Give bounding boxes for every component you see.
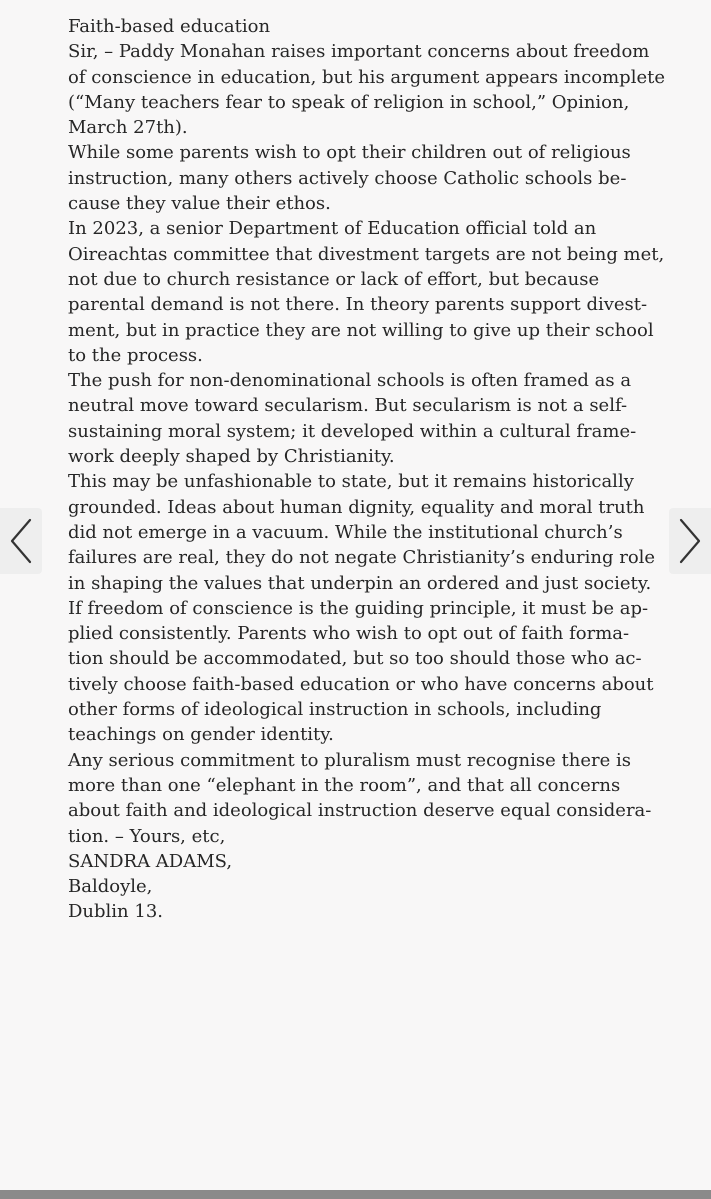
chevron-right-icon [677, 517, 703, 565]
paragraph-3 [68, 216, 668, 368]
text-line: in shaping the values that underpin an ordered and just society. [68, 572, 652, 594]
previous-page-button[interactable] [0, 508, 42, 574]
text-line: not due to church resistance or lack of effort, but because [68, 268, 600, 290]
text-line: work deeply shaped by Christianity. [68, 446, 395, 468]
text-line: (“Many teachers fear to speak of religion in school,” Opinion, [68, 91, 630, 113]
text-line: teachings on gender identity. [68, 724, 334, 746]
text-line: sustaining moral system; it developed within a cultural frame- [68, 420, 637, 442]
text-line: did not emerge in a vacuum. While the institutional church’s [68, 521, 623, 543]
text-line: other forms of ideological instruction in schools, including [68, 699, 602, 721]
paragraph-5 [68, 469, 668, 595]
text-line: to the process. [68, 344, 203, 366]
letter [68, 14, 668, 925]
text-line: Any serious commitment to pluralism must recognise there is [68, 749, 631, 771]
text-line: tively choose faith-based education or who have concerns about [68, 673, 654, 695]
paragraph-6 [68, 596, 668, 748]
signature-place: Baldoyle, [68, 876, 153, 898]
signature-name: SANDRA ADAMS, [68, 850, 233, 872]
text-line: March 27th). [68, 117, 188, 139]
text-line: cause they value their ethos. [68, 193, 331, 215]
text-line: This may be unfashionable to state, but it remains historically [68, 471, 634, 493]
text-line: tion. – Yours, etc, [68, 825, 226, 847]
bottom-bar [0, 1190, 711, 1199]
text-line: Oireachtas committee that divestment targets are not being met, [68, 243, 665, 265]
text-line: plied consistently. Parents who wish to opt out of faith forma- [68, 623, 630, 645]
text-line: failures are real, they do not negate Christianity’s enduring role [68, 547, 656, 569]
text-line: instruction, many others actively choose Catholic schools be- [68, 167, 627, 189]
text-line: tion should be accommodated, but so too should those who ac- [68, 648, 642, 670]
chevron-left-icon [8, 517, 34, 565]
letter-heading: Faith-based education [68, 16, 271, 37]
text-line: Sir, – Paddy Monahan raises important concerns about freedom [68, 41, 650, 63]
signature-city: Dublin 13. [68, 901, 164, 923]
text-line: In 2023, a senior Department of Education official told an [68, 218, 597, 240]
text-line: If freedom of conscience is the guiding principle, it must be ap- [68, 597, 649, 619]
paragraph-7 [68, 748, 668, 849]
text-line: more than one “elephant in the room”, and that all concerns [68, 774, 621, 796]
text-line: neutral move toward secularism. But secularism is not a self- [68, 395, 628, 417]
paragraph-1 [68, 39, 668, 140]
paragraph-4 [68, 368, 668, 469]
next-page-button[interactable] [669, 508, 711, 574]
text-line: ment, but in practice they are not willing to give up their school [68, 319, 654, 341]
text-line: of conscience in education, but his argument appears incomplete [68, 66, 665, 88]
text-line: The push for non-denominational schools is often framed as a [68, 370, 632, 392]
paragraph-2 [68, 140, 668, 216]
text-line: grounded. Ideas about human dignity, equality and moral truth [68, 496, 645, 518]
text-line: parental demand is not there. In theory parents support divest- [68, 294, 648, 316]
text-line: about faith and ideological instruction deserve equal considera- [68, 800, 652, 822]
text-line: While some parents wish to opt their children out of religious [68, 142, 631, 164]
